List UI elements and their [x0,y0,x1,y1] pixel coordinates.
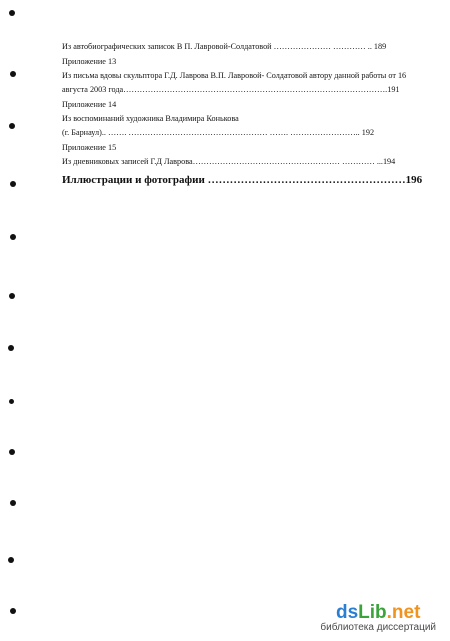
toc-entry-memoirs-konkov: Из воспоминаний художника Владимира Конькова [62,114,239,123]
toc-entry-memoirs-konkov-continued: (г. Барнаул).. ……. …………………………………………… ……. …………………….. 192 [62,128,375,137]
binder-hole [9,399,14,404]
toc-appendix-14-heading: Приложение 14 [62,100,117,109]
binder-hole [10,234,16,240]
binder-hole [8,345,14,351]
binder-hole [10,500,16,506]
watermark-logo [320,603,436,622]
dslib-watermark [320,603,436,633]
toc-appendix-15-heading: Приложение 15 [62,143,117,152]
toc-appendix-13-heading: Приложение 13 [62,57,117,66]
toc-entry-widow-letter: Из письма вдовы скульптора Г.Д. Лаврова В.П. Лавровой- Солдатовой автору данной работы от 16 [62,71,407,80]
binder-hole [10,181,16,187]
watermark-logo-ds: ds [335,602,359,623]
binder-hole [10,71,16,77]
binder-hole [9,10,15,16]
binder-hole [10,608,16,614]
toc-entry-autobiographical-notes: Из автобиографических записок В П. Лавровой-Солдатовой ………………… ………… .. 189 [62,42,387,51]
watermark-subtitle: библиотека диссертаций [320,622,436,633]
toc-entry-widow-letter-continued: августа 2003 года…………………………………………………………………………………….191 [62,85,400,94]
toc-entry-diary-notes: Из дневниковых записей Г.Д Лаврова……………………………………………… ………… ...194 [62,157,396,166]
binder-hole [9,449,15,455]
watermark-logo-net: .net [386,602,421,623]
binder-hole [9,293,15,299]
watermark-logo-lib: Lib [358,602,387,623]
binder-hole [8,557,14,563]
binder-hole [9,123,15,129]
toc-entry-illustrations: Иллюстрации и фотографии ………………………………………………196 [62,174,423,186]
